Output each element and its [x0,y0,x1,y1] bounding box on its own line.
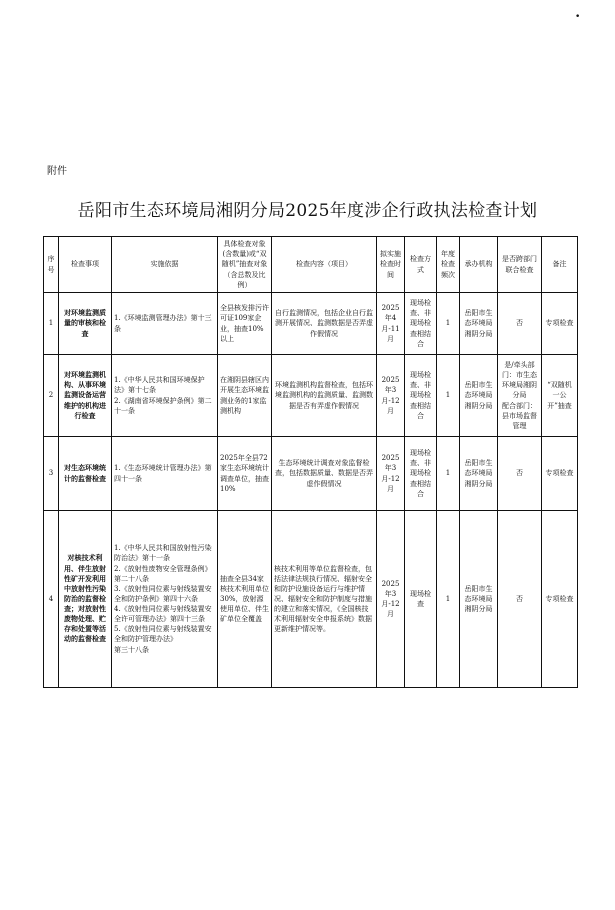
cell-no: 2 [44,355,59,437]
cell-content: 自行监测情况，包括企业自行监测开展情况、监测数据是否弄虚作假情况 [272,293,377,355]
cell-joint: 否 [498,293,542,355]
cell-item: 对环境监测质量的审核和检查 [59,293,112,355]
cell-content: 核技术利用等单位监督检查，包括法律法规执行情况、辐射安全和防护设施设备运行与维护情况、辐射安全和防护制度与措施的建立和落实情况，《全国核技术利用辐射安全申报系统》数据更新维护情况等。 [272,511,377,688]
table-row [44,293,578,355]
cell-remark: 专项检查 [542,437,578,511]
header-item: 检查事项 [59,237,112,293]
table-row [44,355,578,437]
cell-content: 生态环境统计调查对象监督检查，包括数据质量、数据是否弄虚作假情况 [272,437,377,511]
table-header-row [44,237,578,293]
cell-joint: 否 [498,511,542,688]
cell-basis: 1.《环境监测管理办法》第十三条 [112,293,218,355]
cell-method: 现场检查、非现场检查相结合 [405,293,437,355]
header-time: 拟实施检查时间 [377,237,405,293]
cell-time: 2025年3月-12月 [377,437,405,511]
cell-no: 3 [44,437,59,511]
header-basis: 实施依据 [112,237,218,293]
header-content: 检查内容（项目） [272,237,377,293]
cell-agency: 岳阳市生态环境局湘阴分局 [460,437,498,511]
header-target: 具体检查对象(含数量)或“双随机”抽查对象（含总数及比例） [218,237,272,293]
cell-time: 2025年3月-12月 [377,511,405,688]
cell-joint: 否 [498,437,542,511]
cell-method: 现场检查 [405,511,437,688]
attachment-label: 附件 [47,166,67,177]
header-no: 序号 [44,237,59,293]
cell-agency: 岳阳市生态环境局湘阴分局 [460,293,498,355]
cell-target: 全县核发排污许可证109家企业，抽查10%以上 [218,293,272,355]
table-row [44,511,578,688]
header-method: 检查方式 [405,237,437,293]
inspection-plan-table [43,236,578,688]
header-joint: 是否跨部门联合检查 [498,237,542,293]
cell-method: 现场检查、非现场检查相结合 [405,355,437,437]
cell-target: 2025年全县72家生态环境统计调查单位，抽查10% [218,437,272,511]
cell-method: 现场检查、非现场检查相结合 [405,437,437,511]
cell-basis: 1.《中华人民共和国放射性污染防治法》第十一条 2.《放射性废物安全管理条例》第二十八条 3.《放射性同位素与射线装置安全和防护条例》第四十六条 4.《放射性同位素与射线装置安全许可管理办法》第四十三条 5.《放射性同位素与射线装置安全和防护管理办法》 第三十八条 [112,511,218,688]
document-title: 岳阳市生态环境局湘阴分局2025年度涉企行政执法检查计划 [77,201,538,221]
cell-time: 2025年4月-11月 [377,293,405,355]
cell-frequency: 1 [437,437,460,511]
cell-item: 对核技术利用、伴生放射性矿开发利用中放射性污染防治的监督检查；对放射性废物处理、贮存和处置等活动的监督检查 [59,511,112,688]
cell-content: 环境监测机构监督检查，包括环境监测机构的监测质量、监测数据是否有弄虚作假情况 [272,355,377,437]
cell-agency: 岳阳市生态环境局湘阴分局 [460,355,498,437]
cell-joint: 是/牵头部门：市生态环境局湘阴分局 配合部门：县市场监督管理 [498,355,542,437]
cell-frequency: 1 [437,511,460,688]
cell-item: 对生态环境统计的监督检查 [59,437,112,511]
cell-target: 在湘阴县辖区内开展生态环境监测业务的1家监测机构 [218,355,272,437]
cell-target: 抽查全县34家核技术利用单位30%，放射源使用单位、伴生矿单位全覆盖 [218,511,272,688]
corner-mark: • [575,12,581,22]
cell-no: 4 [44,511,59,688]
cell-remark: “双随机一公开”抽查 [542,355,578,437]
table-row [44,437,578,511]
header-remark: 备注 [542,237,578,293]
cell-no: 1 [44,293,59,355]
header-agency: 承办机构 [460,237,498,293]
cell-remark: 专项检查 [542,511,578,688]
cell-frequency: 1 [437,293,460,355]
cell-remark: 专项检查 [542,293,578,355]
cell-item: 对环境监测机构、从事环境监测设备运营维护的机构进行检查 [59,355,112,437]
cell-basis: 1.《生态环境统计管理办法》第四十一条 [112,437,218,511]
cell-agency: 岳阳市生态环境局湘阴分局 [460,511,498,688]
cell-frequency: 1 [437,355,460,437]
cell-time: 2025年3月-12月 [377,355,405,437]
cell-basis: 1.《中华人民共和国环境保护法》第十七条 2.《湖南省环境保护条例》第二十一条 [112,355,218,437]
header-frequency: 年度检查频次 [437,237,460,293]
